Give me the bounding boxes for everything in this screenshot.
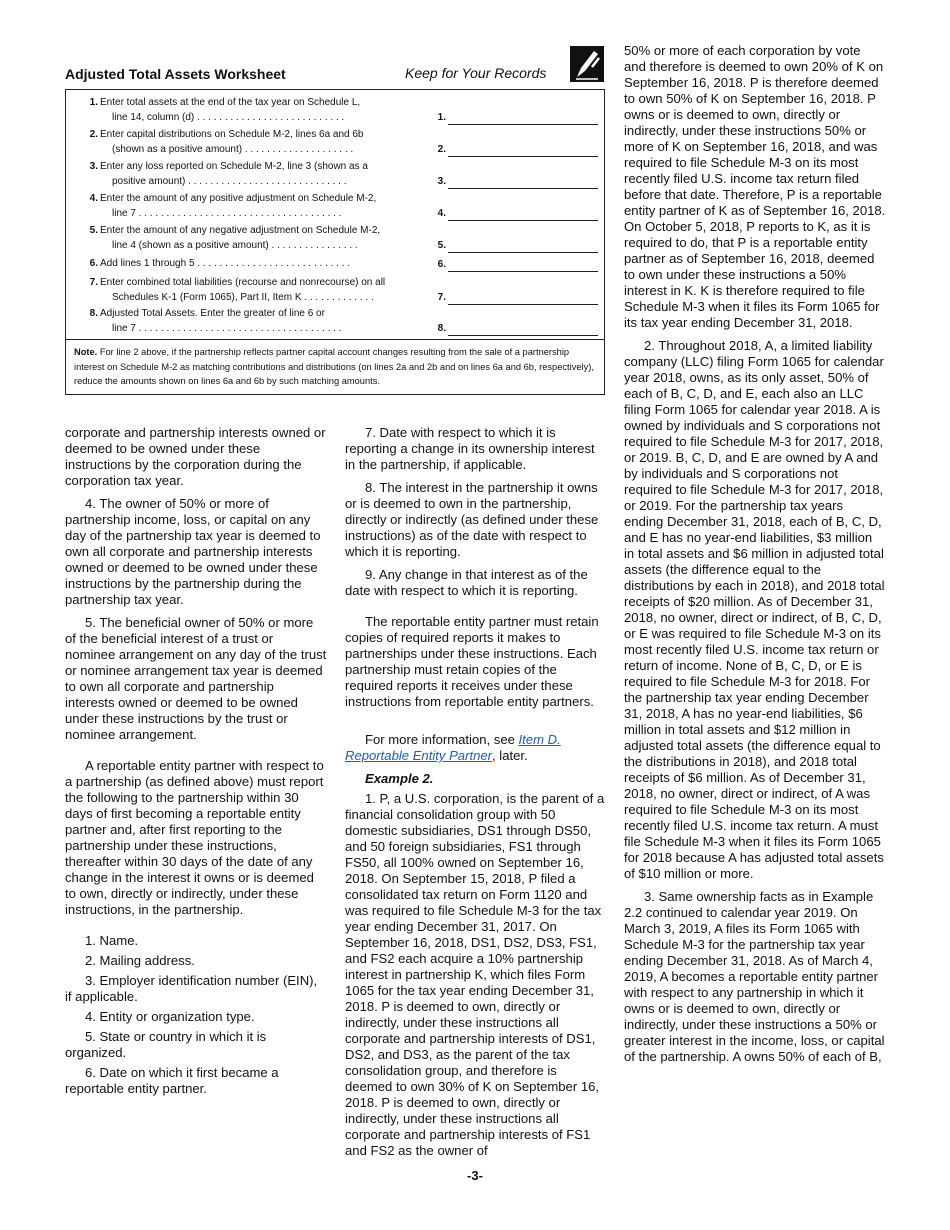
- more-info-text: For more information, see: [365, 732, 519, 747]
- list-item: 7. Date with respect to which it is reporting a change in its ownership interest in the partnership, if applicable.: [345, 425, 595, 472]
- line-text-cont: line 4 (shown as a positive amount) . . . . . . . . . . . . . . . .: [112, 240, 358, 251]
- paragraph: The reportable entity partner must retain copies of required reports it makes to partnerships under these instructions. Each partnership must retain copies of the required reports it receives under these instructions from reportable entity partners.: [345, 614, 599, 709]
- paragraph: 2. Throughout 2018, A, a limited liability company (LLC) filing Form 1065 for calendar year 2018, owns, as its only asset, 50% of each of B, C, D, and E, each also an LLC filing Form 1065 for calendar year 2018. A is owned by individuals and S corporations not required to file Schedule M-3 for 2017, 2018, or 2019. B, C, D, and E are owned by A and by individuals and S corporations not required to file Schedule M-3 for 2017, 2018, or 2019. For the partnership tax years ending December 31, 2018, each of B, C, D, and E has no year-end liabilities, $3 million in total assets and $6 million in adjusted total assets (the difference equal to the distributions by each in 2018), and 2018 total receipts of $20 million. As of December 31, 2018, no owner, direct or indirect, of B, C, D, or E was required to file Schedule M-3 on its most recently filed U.S. income tax return or return of income. None of B, C, D, or E is required to file Schedule M-3 for 2018. For the partnership tax year ending December 31, 2018, A has no year-end liabilities, $6 million in total assets and $12 million in adjusted total assets (the difference equal to the distributions in 2018), and 2018 total receipts of $6 million. As of December 31, 2018, no owner, direct or indirect, of A was required to file Schedule M-3 on its most recently filed U.S. income tax return. A must file Schedule M-3 when it files its Form 1065 for 2018 because A has adjusted total assets of $10 million or more.: [624, 338, 885, 881]
- line-text: Enter the amount of any negative adjustment on Schedule M-2,: [100, 225, 381, 236]
- worksheet-line-1: [66, 95, 606, 127]
- worksheet-note: [66, 339, 604, 394]
- line-text: Enter total assets at the end of the tax year on Schedule L,: [100, 97, 361, 108]
- line-7-amount-field[interactable]: [448, 290, 598, 305]
- line-2-amount-field[interactable]: [448, 142, 598, 157]
- worksheet-line-8: [66, 306, 606, 338]
- column-1: [65, 425, 327, 1097]
- worksheet-line-3: [66, 159, 606, 191]
- line-number: 5.: [89, 225, 98, 236]
- list-item: 3. Employer identification number (EIN), if applicable.: [65, 973, 318, 1004]
- line-3-amount-field[interactable]: [448, 174, 598, 189]
- line-number: 1.: [89, 97, 98, 108]
- line-ref: 3.: [437, 176, 446, 187]
- line-ref: 7.: [437, 292, 446, 303]
- line-ref: 8.: [437, 323, 446, 334]
- line-text: Enter combined total liabilities (recourse and nonrecourse) on all: [100, 277, 386, 288]
- line-ref: 6.: [437, 259, 446, 270]
- worksheet-line-4: [66, 191, 606, 223]
- line-ref: 1.: [437, 112, 446, 123]
- column-2: [345, 425, 607, 1159]
- paragraph: 4. The owner of 50% or more of partnership income, loss, or capital on any day of the partnership tax year is deemed to own all corporate and partnership interests owned or deemed to be owned under these instructions by the partnership during the partnership tax year.: [65, 496, 321, 607]
- worksheet-box: [65, 89, 605, 395]
- note-label: Note.: [74, 347, 98, 357]
- line-text: Enter capital distributions on Schedule M-2, lines 6a and 6b: [100, 129, 364, 140]
- worksheet-title: Adjusted Total Assets Worksheet: [65, 66, 286, 82]
- list-item: 6. Date on which it first became a reportable entity partner.: [65, 1065, 279, 1096]
- line-ref: 4.: [437, 208, 446, 219]
- list-item: 5. State or country in which it is organized.: [65, 1029, 267, 1060]
- line-8-amount-field[interactable]: [448, 321, 598, 336]
- line-text-cont: (shown as a positive amount) . . . . . . . . . . . . . . . . . . . .: [112, 144, 354, 155]
- worksheet-line-6: [66, 256, 606, 273]
- paragraph: corporate and partnership interests owned or deemed to be owned under these instructions by the corporation during the corporation tax year.: [65, 425, 326, 488]
- more-info-suffix: , later.: [492, 748, 528, 763]
- line-text-cont: line 14, column (d) . . . . . . . . . . . . . . . . . . . . . . . . . . .: [112, 112, 345, 123]
- line-5-amount-field[interactable]: [448, 238, 598, 253]
- line-ref: 5.: [437, 240, 446, 251]
- line-4-amount-field[interactable]: [448, 206, 598, 221]
- list-item: 2. Mailing address.: [85, 953, 195, 968]
- paragraph: 1. P, a U.S. corporation, is the parent of a financial consolidation group with 50 domestic subsidiaries, DS1 through DS50, and 50 foreign subsidiaries, FS1 through FS50, all 100% owned on September 16, 2018. On September 15, 2018, P filed a consolidated tax return on Form 1120 and was required to file Schedule M-3 for the tax year ending December 31, 2017. On September 16, 2018, DS1, DS2, DS3, FS1, and FS2 each acquire a 10% partnership interest in partnership K, which files Form 1065 for the tax year ending December 31, 2018. P is deemed to own, directly or indirectly, under these instructions all corporate and partnership interests of DS1, DS2, and DS3, as the parent of the tax consolidation group, and therefore is deemed to own 30% of K on September 16, 2018. P is deemed to own, directly or indirectly, under these instructions all corporate and partnership interests of FS1 and FS2 as the owner of: [345, 791, 605, 1158]
- line-ref: 2.: [437, 144, 446, 155]
- line-text-cont: positive amount) . . . . . . . . . . . . . . . . . . . . . . . . . . . . .: [112, 176, 347, 187]
- item-d-link[interactable]: Item D. Reportable Entity Partner: [345, 732, 561, 763]
- worksheet-line-7: [66, 275, 606, 307]
- worksheet-line-5: [66, 223, 606, 255]
- line-text-cont: line 7 . . . . . . . . . . . . . . . . . . . . . . . . . . . . . . . . . . . . .: [112, 323, 342, 334]
- line-number: 6.: [89, 258, 98, 269]
- pen-records-icon: [570, 46, 604, 82]
- paragraph: 50% or more of each corporation by vote and therefore is deemed to own 20% of K on September 16, 2018. P is therefore deemed to own 50% of K on September 16, 2018. P owns or is deemed to own, directly or indirectly, under these instructions 50% or more of K on September 16, 2018, and was required to file Schedule M-3 on its most recently filed U.S. income tax return filed before that date. Therefore, P is a reportable entity partner of K as of September 16, 2018. On October 5, 2018, P reports to K, as it is required to do, that P is a reportable entity partner as of September 16, 2018, deemed to own under these instructions a 50% interest in K. K is therefore required to file Schedule M-3 when it files its Form 1065 for its tax year ending December 31, 2018.: [624, 43, 886, 330]
- worksheet-line-2: [66, 127, 606, 159]
- line-text: Enter any loss reported on Schedule M-2, line 3 (shown as a: [100, 161, 368, 172]
- note-text: For line 2 above, if the partnership reflects partner capital account changes resulting from the sale of a partnership interest on Schedule M-2 as matching contributions and distributions (on lines 2a and 2b and on lines 6a and 6b, respectively), reduce the amounts shown on lines 6a and 6b by such matching amounts.: [74, 347, 594, 386]
- line-text: Adjusted Total Assets. Enter the greater of line 6 or: [100, 308, 325, 319]
- line-text-cont: line 7 . . . . . . . . . . . . . . . . . . . . . . . . . . . . . . . . . . . . .: [112, 208, 342, 219]
- paragraph: 3. Same ownership facts as in Example 2.2 continued to calendar year 2019. On March 3, 2019, A files its Form 1065 with Schedule M-3 for the partnership tax year ending December 31, 2018. As of March 4, 2019, A becomes a reportable entity partner with respect to any partnership in which it owns or is deemed to own, directly or indirectly, under these instructions a 50% or greater interest in the income, loss, or capital of the partnership. A owns 50% of each of B,: [624, 889, 885, 1064]
- line-text: Add lines 1 through 5 . . . . . . . . . . . . . . . . . . . . . . . . . . . .: [100, 258, 351, 269]
- line-number: 8.: [89, 308, 98, 319]
- line-number: 7.: [89, 277, 98, 288]
- line-text: Enter the amount of any positive adjustment on Schedule M-2,: [100, 193, 377, 204]
- line-1-amount-field[interactable]: [448, 110, 598, 125]
- paragraph: A reportable entity partner with respect to a partnership (as defined above) must report the following to the partnership within 30 days of first becoming a reportable entity partner and, after first reporting to the partnership under these instructions, thereafter within 30 days of the date of any change in the interest it owns or is deemed to own, directly or indirectly, under these instructions, in the partnership.: [65, 758, 324, 917]
- more-info-paragraph: [345, 732, 607, 764]
- line-number: 2.: [89, 129, 98, 140]
- list-item: 8. The interest in the partnership it owns or is deemed to own in the partnership, directly or indirectly (as defined under these instructions) as of the date with respect to which it is reporting.: [345, 480, 599, 559]
- worksheet-header: [65, 62, 605, 86]
- line-number: 3.: [89, 161, 98, 172]
- list-item: 1. Name.: [85, 933, 139, 948]
- line-text-cont: Schedules K-1 (Form 1065), Part II, Item K . . . . . . . . . . . . .: [112, 292, 374, 303]
- line-number: 4.: [89, 193, 98, 204]
- keep-records-label: Keep for Your Records: [405, 65, 547, 81]
- column-3: [624, 43, 886, 1065]
- example-heading: Example 2.: [365, 771, 434, 786]
- paragraph: 5. The beneficial owner of 50% or more of the beneficial interest of a trust or nominee arrangement on any day of the trust or nominee arrangement tax year is deemed to own all corporate and partnership interests owned or deemed to be owned under these instructions by the trust or nominee arrangement.: [65, 615, 327, 742]
- list-item: 9. Any change in that interest as of the date with respect to which it is reporting.: [345, 567, 588, 598]
- page-number: -3-: [467, 1168, 483, 1183]
- list-item: 4. Entity or organization type.: [85, 1009, 255, 1024]
- line-6-amount-field[interactable]: [448, 257, 598, 272]
